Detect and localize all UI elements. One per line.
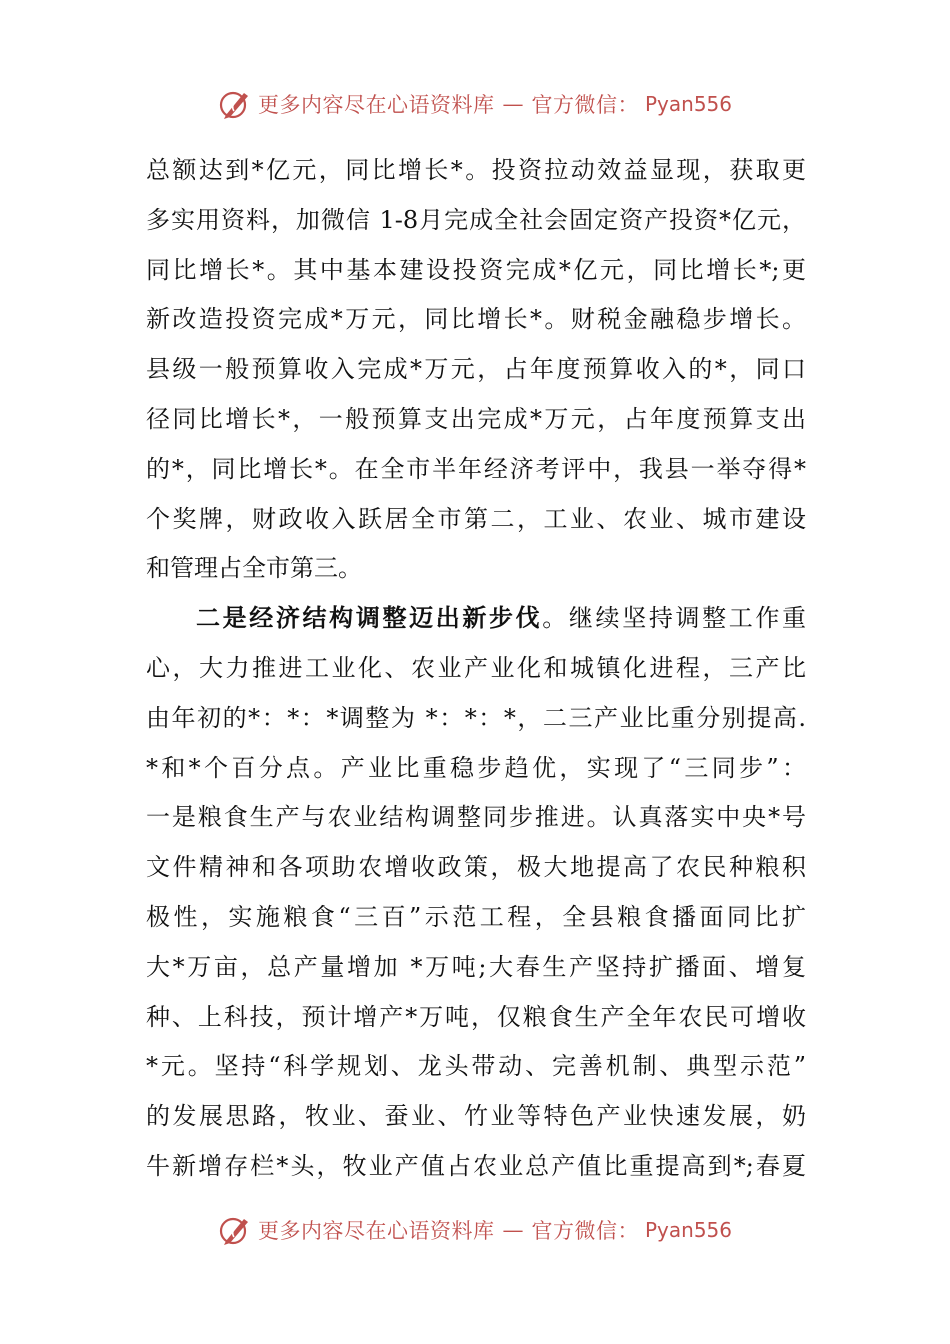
watermark-text: 更多内容尽在心语资料库: [257, 93, 495, 117]
watermark-separator: —: [502, 1218, 524, 1242]
watermark-separator: —: [502, 92, 524, 116]
watermark-account-id: Pyan556: [644, 92, 732, 116]
body-line: 极性，实施粮食“三百”示范工程，全县粮食播面同比扩: [146, 902, 806, 931]
body-line: 心，大力推进工业化、农业产业化和城镇化进程，三产比: [146, 653, 806, 682]
body-line: 县级一般预算收入完成*万元，占年度预算收入的*，同口: [146, 355, 806, 384]
body-line: 多实用资料，加微信 1-8月完成全社会固定资产投资*亿元，: [146, 205, 806, 234]
body-line: 总额达到*亿元，同比增长*。投资拉动效益显现，获取更: [146, 156, 806, 184]
body-line: *元。坚持“科学规划、龙头带动、完善机制、典型示范”: [146, 1052, 806, 1081]
watermark-account-label: 官方微信：: [531, 93, 639, 117]
header-watermark: [0, 84, 950, 124]
body-line: 个奖牌，财政收入跃居全市第二，工业、农业、城市建设: [146, 504, 806, 533]
body-line: 种、上科技，预计增产*万吨，仅粮食生产全年农民可增收: [146, 1002, 806, 1031]
paragraph-heading: 二是经济结构调整迈出新步伐: [196, 604, 543, 633]
watermark-text: 更多内容尽在心语资料库: [257, 1219, 495, 1243]
pen-logo-icon: [218, 1213, 252, 1247]
paragraph-text: 。继续坚持调整工作重: [542, 604, 806, 633]
body-line: 和管理占全市第三。: [146, 554, 362, 583]
footer-watermark: [0, 1210, 950, 1250]
body-line: 一是粮食生产与农业结构调整同步推进。认真落实中央*号: [146, 803, 806, 832]
body-line: 大*万亩，总产量增加 *万吨;大春生产坚持扩播面、增复: [146, 952, 806, 981]
body-line: 的*，同比增长*。在全市半年经济考评中，我县一举夺得*: [146, 454, 806, 483]
document-body: [146, 146, 806, 1192]
watermark-account-label: 官方微信：: [531, 1219, 639, 1243]
body-line: 径同比增长*，一般预算支出完成*万元，占年度预算支出: [146, 404, 806, 433]
body-line: 同比增长*。其中基本建设投资完成*亿元，同比增长*;更: [146, 255, 806, 284]
body-line: 新改造投资完成*万元，同比增长*。财税金融稳步增长。: [146, 305, 806, 334]
body-line: *和*个百分点。产业比重稳步趋优，实现了“三同步”：: [146, 753, 806, 782]
watermark-account-id: Pyan556: [644, 1218, 732, 1242]
body-line: 牛新增存栏*头，牧业产值占农业总产值比重提高到*;春夏: [146, 1151, 806, 1180]
paragraph-2-first-line: [146, 594, 806, 644]
body-line: 文件精神和各项助农增收政策，极大地提高了农民种粮积: [146, 853, 806, 882]
body-line: 的发展思路，牧业、蚕业、竹业等特色产业快速发展，奶: [146, 1102, 806, 1131]
pen-logo-icon: [218, 87, 252, 121]
body-line: 由年初的*：*：*调整为 *：*：*，二三产业比重分别提高.: [146, 703, 806, 732]
